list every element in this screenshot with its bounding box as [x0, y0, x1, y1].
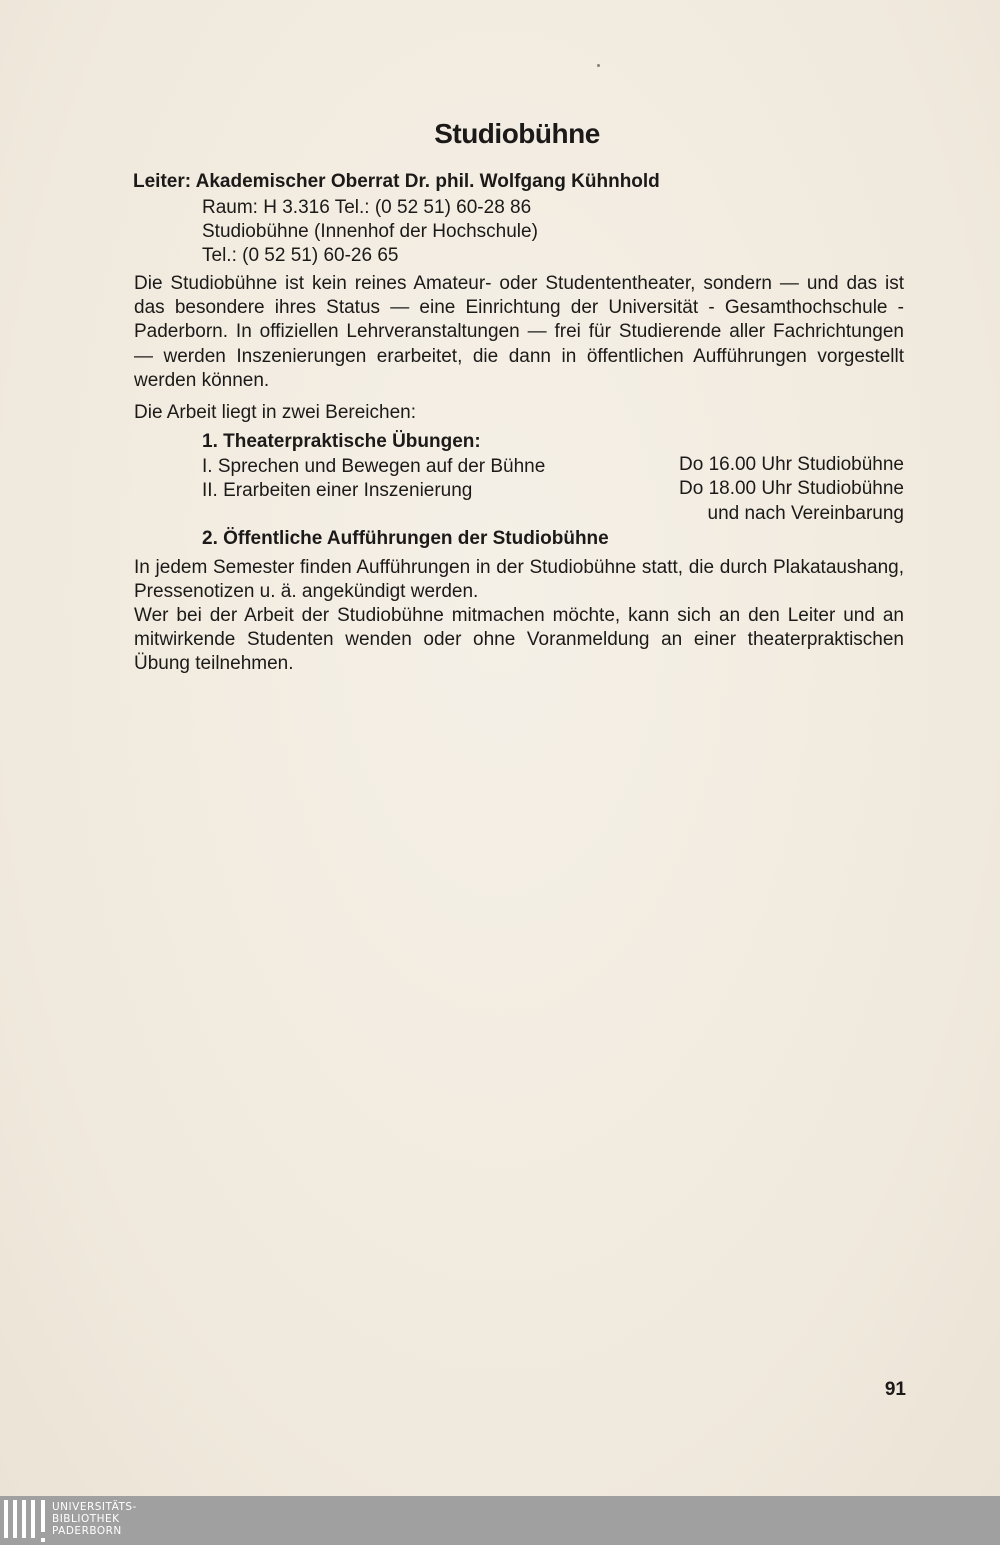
leader-line: Leiter: Akademischer Oberrat Dr. phil. Wolfgang Kühnhold	[133, 171, 660, 192]
leader-room: Raum: H 3.316 Tel.: (0 52 51) 60-28 86	[202, 197, 532, 218]
leader-location: Studiobühne (Innenhof der Hochschule)	[202, 221, 538, 242]
section2-heading: 2. Öffentliche Aufführungen der Studiobühne	[202, 528, 609, 549]
page-number: 91	[884, 1379, 906, 1400]
areas-intro: Die Arbeit liegt in zwei Bereichen:	[134, 402, 416, 423]
course-item-time: Do 16.00 Uhr Studiobühne	[679, 454, 904, 475]
course-item-label: I. Sprechen und Bewegen auf der Bühne	[202, 456, 546, 477]
leader-phone: Tel.: (0 52 51) 60-26 65	[202, 245, 399, 266]
section2-paragraph: In jedem Semester finden Aufführungen in der Studiobühne statt, die durch Plakataushang, Pressenotizen u. ä. angekündigt werden.	[134, 557, 904, 603]
library-name: UNIVERSITÄTS- BIBLIOTHEK PADERBORN	[52, 1501, 137, 1537]
paper-speck	[597, 64, 600, 67]
section1-heading: 1. Theaterpraktische Übungen:	[202, 431, 481, 452]
intro-paragraph: Die Studiobühne ist kein reines Amateur- oder Studententheater, sondern — und das ist das besondere ihres Status — eine Einrichtung der Universität - Gesamthochschule - Paderborn. In offiziellen Lehrveranstaltungen — frei für Studierende aller Fachrichtungen — werden Inszenierungen erarbeitet, die dann in öffentlichen Aufführungen vorgestellt werden können.	[134, 273, 904, 391]
library-footer	[0, 1496, 1000, 1545]
section2-paragraph: Wer bei der Arbeit der Studiobühne mitmachen möchte, kann sich an den Leiter und an mitwirkende Studenten wenden oder ohne Voranmeldung an einer theaterpraktischen Übung teilnehmen.	[134, 605, 904, 675]
course-item-label: II. Erarbeiten einer Inszenierung	[202, 480, 473, 501]
page-title: Studiobühne	[434, 118, 600, 149]
course-item-time: Do 18.00 Uhr Studiobühne	[679, 478, 904, 499]
library-logo-icon	[4, 1500, 50, 1541]
course-item-extra: und nach Vereinbarung	[707, 503, 904, 524]
